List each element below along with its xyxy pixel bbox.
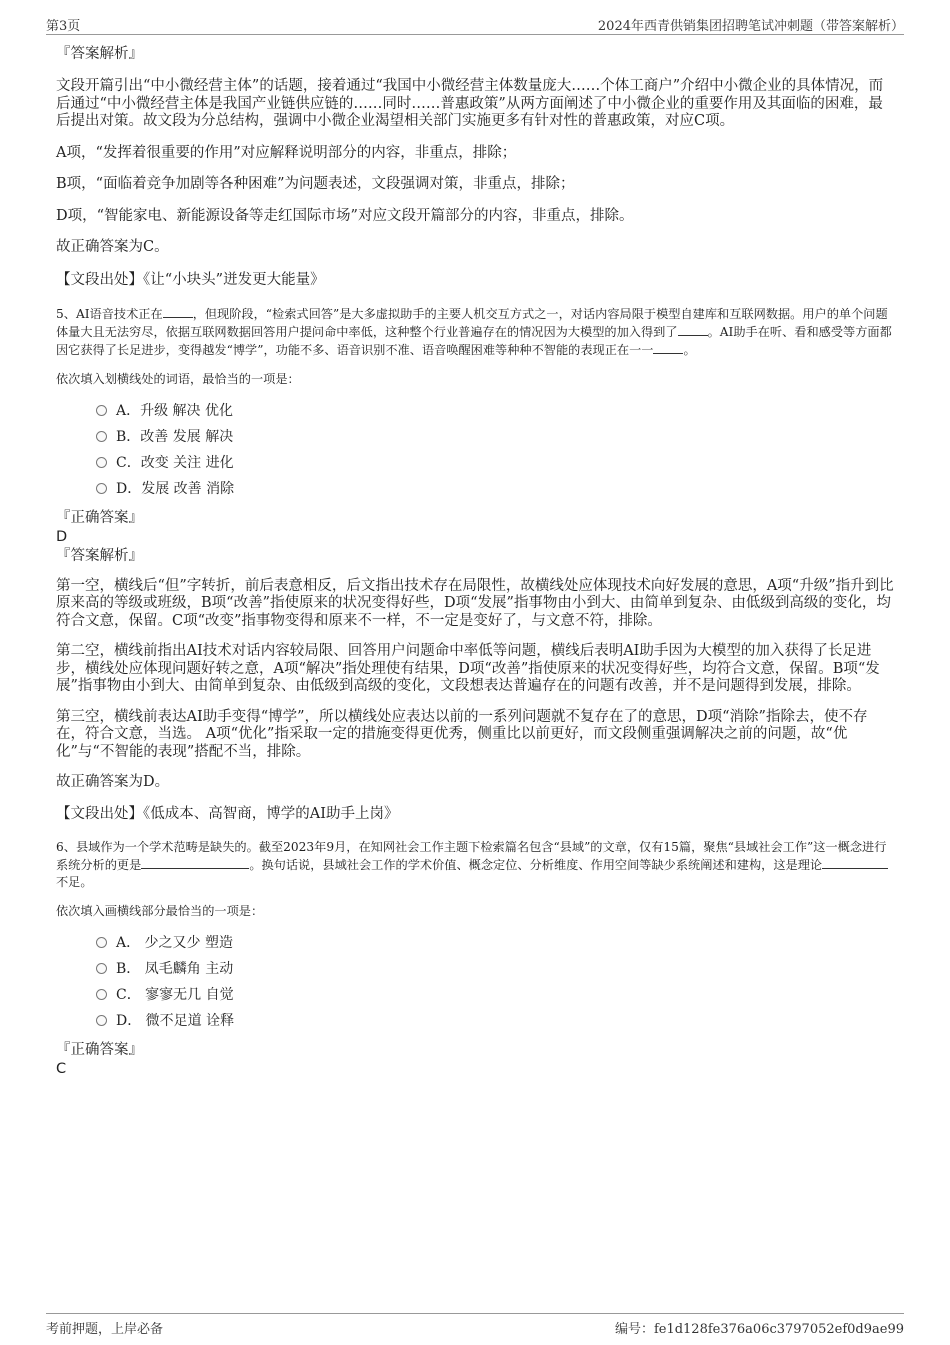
q5-stem-part: ，但现阶段，“检索式回答”是大多虚拟助手的主要人机交互方式之一，对话内容局限于模型自建库和互联网数据。用户的单个问题体量大且无法穷尽，依据互联网数据回答用户提问命中率低，这种整个行业普遍存在的情况因为大模型的加入得到了 (56, 306, 888, 339)
q5-prompt: 依次填入划横线处的词语，最恰当的一项是： (56, 371, 300, 386)
q4-analysis-para: D项，“智能家电、新能源设备等走红国际市场”对应文段开篇部分的内容，非重点，排除。 (56, 207, 634, 224)
q6-stem-part: 。换句话说，县域社会工作的学术价值、概念定位、分析维度、作用空间等缺少系统阐述和建构，这是理论 (249, 857, 823, 872)
radio-icon[interactable] (96, 405, 107, 416)
q5-stem-part: 。AI助手在听、看和感受等方面都因它获得了长足进步，变得越发“博学”，功能不多、语音识别不准、语音唤醒困难等种种不智能的表现正在一一 (56, 324, 892, 357)
q6-option-c[interactable]: C． 寥寥无几 自觉 (96, 982, 894, 1008)
q5-option-d[interactable]: D．发展 改善 消除 (96, 476, 894, 502)
q6-stem (56, 839, 894, 891)
q5-option-c[interactable]: C．改变 关注 进化 (96, 450, 894, 476)
q5-correct-label: 『正确答案』 (56, 509, 143, 526)
document-title: 2024年西青供销集团招聘笔试冲刺题（带答案解析） (597, 19, 904, 34)
q5-analysis-para: 第三空，横线前表达AI助手变得“博学”，所以横线处应表达以前的一系列问题就不复存在了的意思，D项“消除”指除去，使不存在，符合文意，当选。 A项“优化”指采取一定的措施变得更优秀，侧重比以前更好，而文段侧重强调解决之前的问题，故“优化”与“不智能的表现”搭配不当，排除。 (56, 708, 868, 760)
radio-icon[interactable] (96, 1015, 107, 1026)
page-number: 第3页 (46, 19, 81, 34)
page-header (46, 14, 904, 35)
radio-icon[interactable] (96, 937, 107, 948)
q5-analysis-para: 第二空，横线前指出AI技术对话内容较局限、回答用户问题命中率低等问题，横线后表明AI助手因为大模型的加入获得了长足进步，横线处应体现问题好转之意，A项“解决”指处理使有结果，D项“改善”指使原来的状况变得好些，均符合文意，保留。B项“发展”指事物由小到大、由简单到复杂、由低级到高级的变化，文段想表达普遍存在的问题有改善，并不是问题得到发展，排除。 (56, 643, 880, 694)
q6-prompt: 依次填入画横线部分最恰当的一项是： (56, 903, 264, 918)
radio-icon[interactable] (96, 963, 107, 974)
q5-analysis-label: 『答案解析』 (56, 547, 143, 564)
q5-option-b[interactable]: B．改善 发展 解决 (96, 424, 894, 450)
q5-blank-3 (653, 341, 683, 354)
radio-icon[interactable] (96, 483, 107, 494)
q5-blank-1 (163, 305, 193, 318)
q6-correct-answer: C (56, 1060, 67, 1077)
footer-slogan: 考前押题，上岸必备 (46, 1322, 164, 1337)
q6-blank-2 (822, 856, 888, 869)
q4-analysis-para: B项，“面临着竞争加剧等各种困难”为问题表述，文段强调对策，非重点，排除； (56, 176, 575, 192)
page-footer (46, 1313, 904, 1337)
q5-blank-2 (678, 323, 708, 336)
q4-analysis-para: 文段开篇引出“中小微经营主体”的话题，接着通过“我国中小微经营主体数量庞大……个体工商户”介绍中小微企业的具体情况，而后通过“中小微经营主体是我国产业链供应链的……同时……普惠政策”从两方面阐述了中小微企业的重要作用及其面临的困难，最后提出对策。故文段为分总结构，强调中小微企业渴望相关部门实施更多有针对性的普惠政策，对应C项。 (56, 78, 884, 129)
q5-options (96, 398, 894, 502)
radio-icon[interactable] (96, 989, 107, 1000)
q5-source: 【文段出处】《低成本、高智商，博学的AI助手上岗》 (56, 805, 399, 822)
q4-analysis-para: A项，“发挥着很重要的作用”对应解释说明部分的内容，非重点，排除； (56, 144, 517, 161)
q4-analysis-para: 故正确答案为C。 (56, 239, 169, 255)
q5-option-a[interactable]: A．升级 解决 优化 (96, 398, 894, 424)
radio-icon[interactable] (96, 457, 107, 468)
q6-option-b[interactable]: B． 凤毛麟角 主动 (96, 956, 894, 982)
q5-analysis-para: 故正确答案为D。 (56, 774, 170, 790)
q6-stem-part: 6、县域作为一个学术范畴是缺失的。截至2023年9月，在知网社会工作主题下检索篇名包含“县域”的文章，仅有15篇，聚焦“县域社会工作”这一概念进行系统分析的更是 (56, 839, 887, 872)
q6-correct-label: 『正确答案』 (56, 1041, 143, 1058)
q4-analysis-label: 『答案解析』 (56, 46, 143, 62)
q6-blank-1 (141, 856, 249, 869)
q5-stem-part: 5、AI语音技术正在 (56, 306, 163, 321)
q5-stem-part: 。 (683, 342, 696, 357)
radio-icon[interactable] (96, 431, 107, 442)
q4-source: 【文段出处】《让“小块头”迸发更大能量》 (56, 271, 325, 288)
q6-option-a[interactable]: A． 少之又少 塑造 (96, 930, 894, 956)
q5-stem (56, 305, 894, 359)
document-id: 编号：fe1d128fe376a06c3797052ef0d9ae99 (614, 1322, 904, 1337)
q5-correct-answer: D (56, 528, 68, 545)
q6-options (96, 930, 894, 1034)
q6-option-d[interactable]: D． 微不足道 诠释 (96, 1008, 894, 1034)
q6-stem-part: 不足。 (56, 874, 93, 889)
document-body (56, 44, 894, 1078)
q5-analysis-para: 第一空，横线后“但”字转折，前后表意相反，后文指出技术存在局限性，故横线处应体现技术向好发展的意思，A项“升级”指升到比原来高的等级或班级，B项“改善”指使原来的状况变得好些，D项“发展”指事物由小到大、由简单到复杂、由低级到高级的变化，均符合文意，保留。C项“改变”指事物变得和原来不一样，不一定是变好了，与文意不符，排除。 (56, 577, 894, 629)
